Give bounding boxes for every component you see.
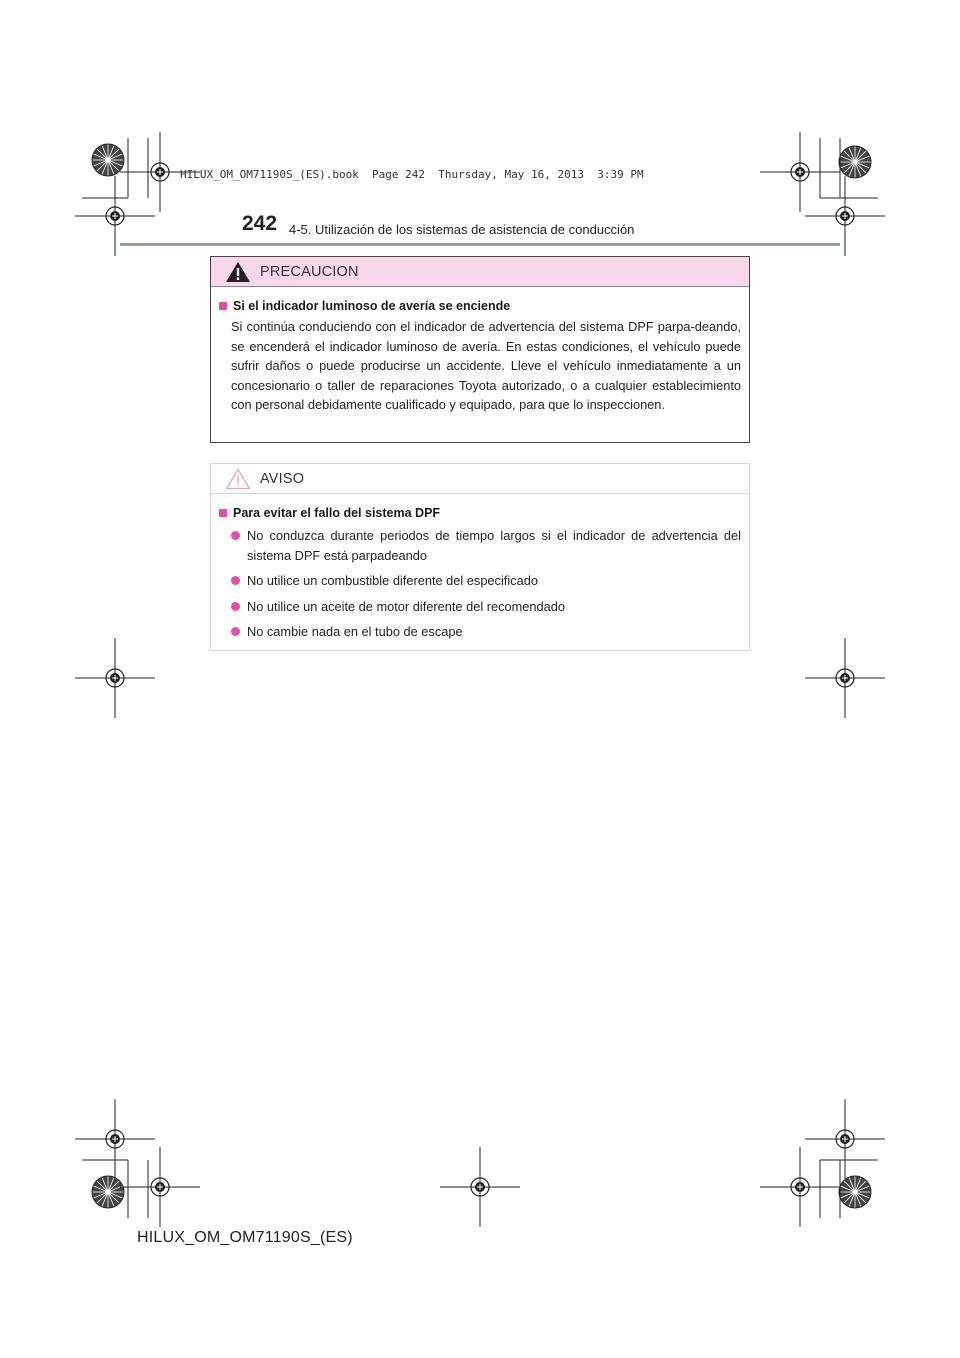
page-number: 242 (242, 212, 278, 235)
round-bullet-icon (231, 576, 240, 585)
registration-mark-icon (839, 1176, 871, 1208)
caution-label: PRECAUCION (260, 263, 359, 280)
list-item (231, 526, 741, 565)
section-title: 4-5. Utilización de los sistemas de asistencia de conducción (289, 222, 635, 237)
list-item-text: No utilice un aceite de motor diferente del recomendado (247, 598, 565, 614)
crosshair-icon (760, 1147, 840, 1227)
notice-label: AVISO (260, 470, 305, 487)
crosshair-icon (805, 1099, 885, 1179)
crosshair-icon (440, 1147, 520, 1227)
registration-mark-icon (92, 144, 124, 176)
list-item (231, 571, 741, 591)
header-rule (120, 243, 840, 246)
square-bullet-icon (219, 509, 227, 517)
notice-box (210, 463, 750, 651)
crosshair-icon (75, 638, 155, 718)
notice-item-title-text: Para evitar el fallo del sistema DPF (233, 506, 441, 520)
square-bullet-icon (219, 302, 227, 310)
notice-header (211, 464, 749, 494)
round-bullet-icon (231, 602, 240, 611)
round-bullet-icon (231, 531, 240, 540)
list-item (231, 597, 741, 617)
notice-body (211, 494, 749, 642)
crosshair-icon (120, 1147, 200, 1227)
crosshair-icon (760, 132, 840, 212)
caution-box (210, 256, 750, 443)
list-item-text: No utilice un combustible diferente del especificado (247, 573, 538, 589)
caution-body (211, 287, 749, 415)
notice-item-title (219, 506, 741, 520)
caution-item-title (219, 299, 741, 313)
crosshair-icon (75, 1099, 155, 1179)
warning-triangle-filled-icon (225, 261, 251, 283)
caution-header (211, 257, 749, 287)
round-bullet-icon (231, 627, 240, 636)
list-item-text: No cambie nada en el tubo de escape (247, 624, 463, 640)
crosshair-icon (805, 638, 885, 718)
warning-triangle-outline-icon (225, 468, 251, 490)
manual-code: HILUX_OM_OM71190S_(ES) (137, 1229, 353, 1246)
list-item-text: No conduzca durante periodos de tiempo largos si el indicador de advertencia del sistema DPF está parpadeando (247, 528, 741, 563)
registration-mark-icon (92, 1176, 124, 1208)
list-item (231, 622, 741, 642)
book-info-line: HILUX_OM_OM71190S_(ES).book Page 242 Thursday, May 16, 2013 3:39 PM (180, 168, 644, 181)
caution-item-title-text: Si el indicador luminoso de avería se enciende (233, 299, 511, 313)
registration-mark-icon (839, 146, 871, 178)
caution-paragraph: Si continúa conduciendo con el indicador de advertencia del sistema DPF parpa-deando, se encenderá el indicador luminoso de avería. En estas condiciones, el vehículo puede sufrir daños o puede producirse un accidente. Lleve el vehículo inmediatamente a un concesionario o taller de reparaciones Toyota autorizado, o a cualquier establecimiento con personal debidamente cualificado y equipado, para que lo inspeccionen. (231, 319, 741, 413)
